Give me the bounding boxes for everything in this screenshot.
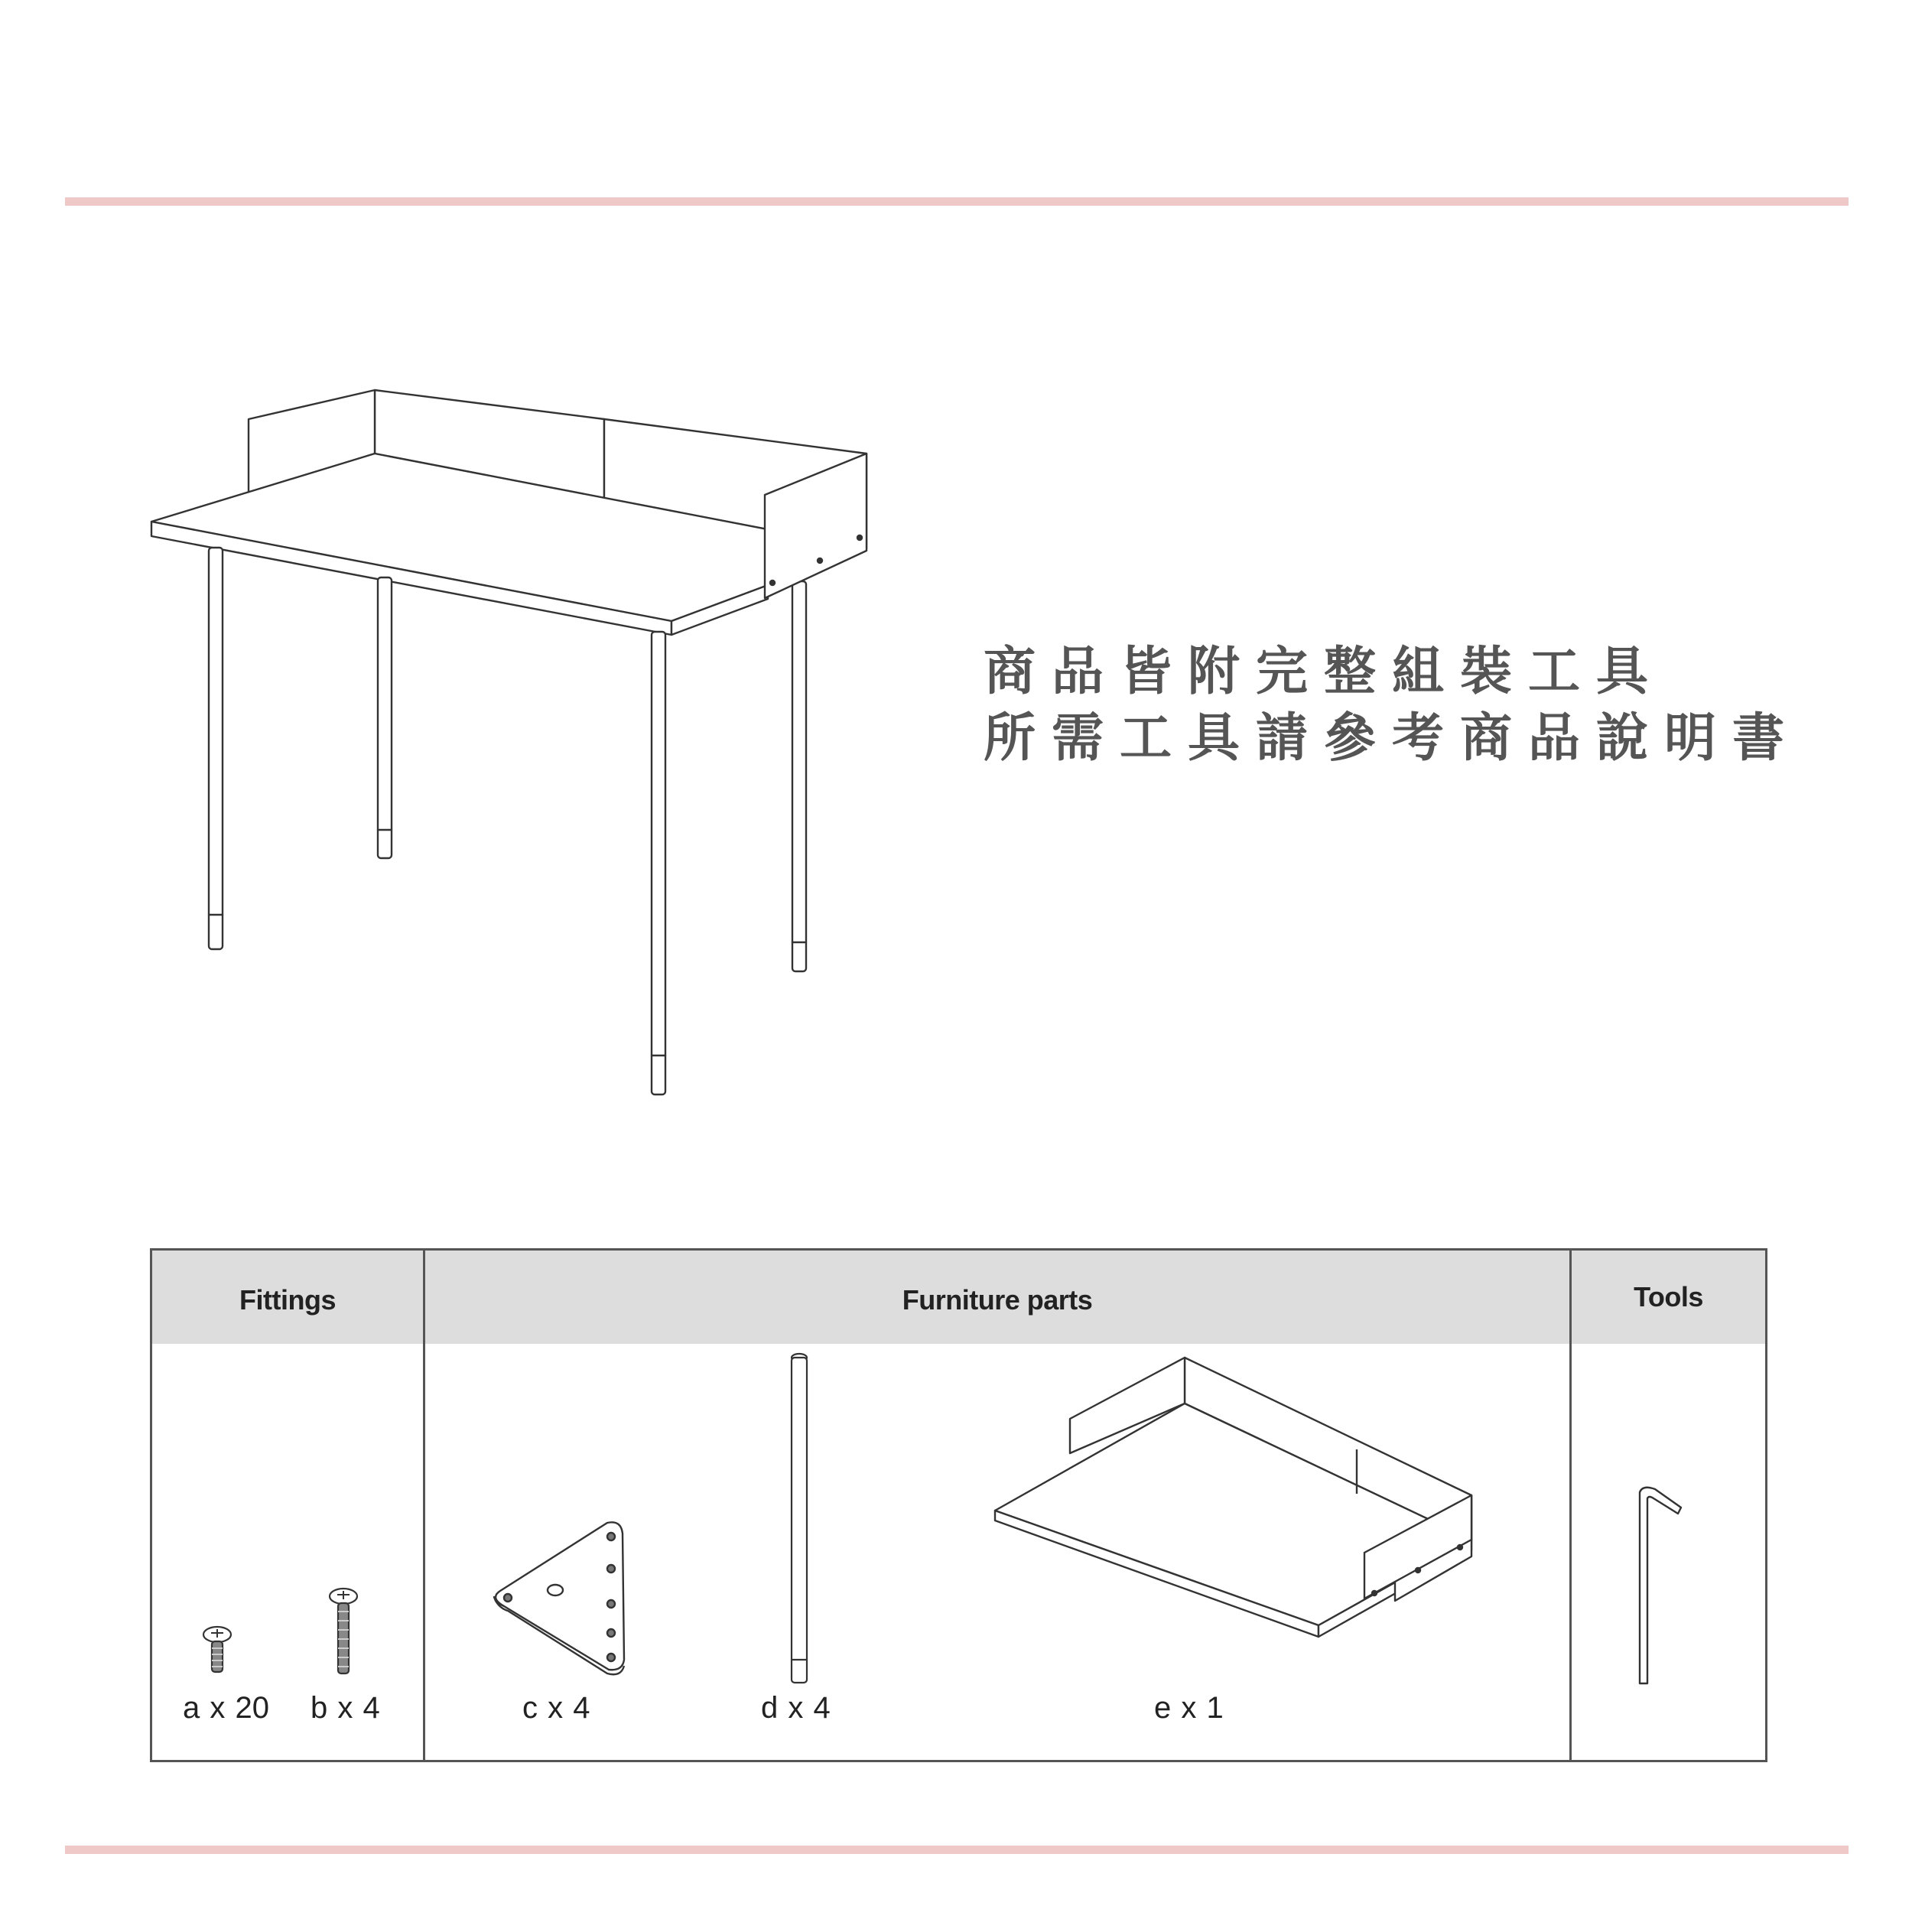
bottom-divider-line [65,1846,1849,1854]
top-divider-line [65,197,1849,206]
parts-table [150,1248,1767,1762]
allen-key-icon [1632,1488,1701,1694]
desktop-panel-icon [993,1350,1529,1694]
notice-line-2: 所需工具請參考商品說明書 [984,708,1801,769]
part-label-b: b x 4 [311,1691,380,1725]
column-divider [423,1251,425,1760]
furniture-parts-header: Furniture parts [902,1284,1093,1316]
triangle-bracket-icon [485,1518,638,1679]
part-label-d: d x 4 [761,1691,831,1725]
part-label-a: a x 20 [183,1691,269,1725]
short-screw-icon [198,1625,236,1686]
notice-line-1: 商品皆附完整組裝工具 [984,642,1665,702]
column-divider [1569,1251,1572,1760]
assembled-desk-illustration [145,386,880,1098]
leg-rod-icon [784,1350,815,1694]
long-screw-icon [324,1587,363,1686]
part-label-c: c x 4 [522,1691,590,1725]
fittings-header: Fittings [239,1284,336,1316]
part-label-e: e x 1 [1154,1691,1224,1725]
tools-header: Tools [1634,1281,1703,1312]
